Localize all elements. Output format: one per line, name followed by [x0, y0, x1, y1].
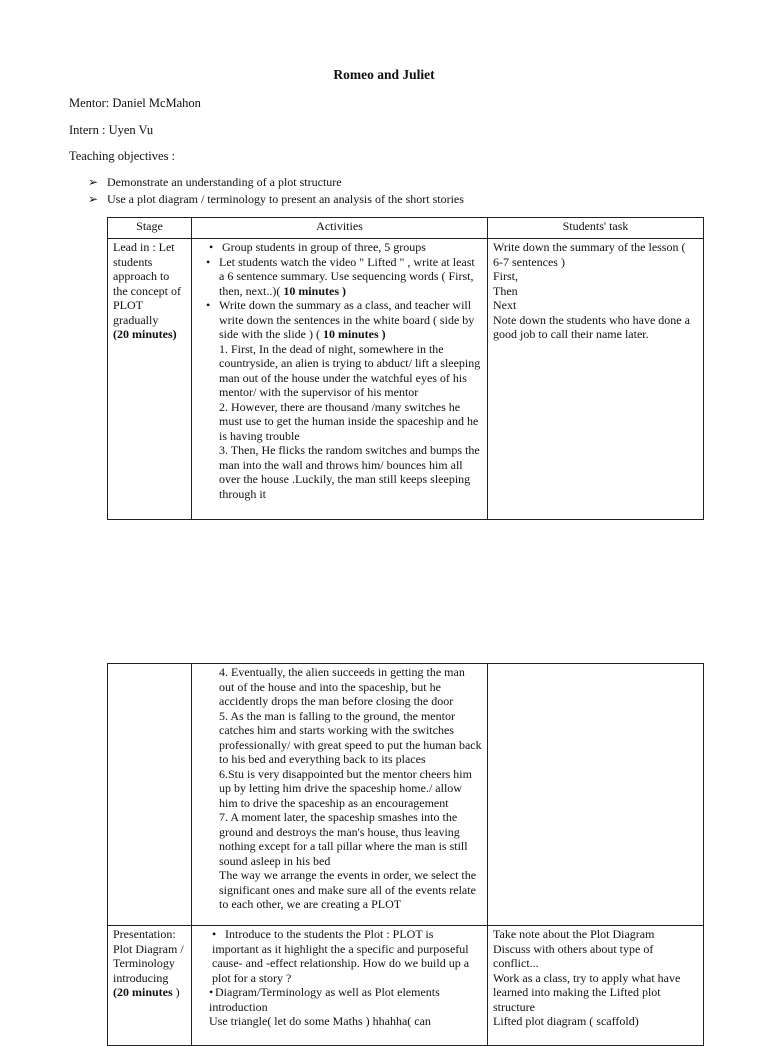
table-row — [108, 239, 704, 520]
mentor-line: Mentor: Daniel McMahon — [69, 96, 201, 110]
lesson-plan-table-continued — [107, 663, 704, 1046]
students-task-cell — [488, 664, 704, 926]
table-row — [108, 926, 704, 1046]
students-task-cell: Take note about the Plot Diagram Discuss with others about type of conflict... Work as a class, try to apply what have learned into making the Lifted plot structure Lifted plot diagram ( scaffold) — [488, 926, 704, 1046]
intern-line: Intern : Uyen Vu — [69, 123, 154, 137]
list-item: • Group students in group of three, 5 groups — [209, 240, 426, 254]
summary-sentence: 4. Eventually, the alien succeeds in getting the man out of the house and into the spaceship, but he accidently drops the man before closing the door — [219, 665, 465, 708]
arrow-bullet-icon: ➢ — [88, 175, 99, 189]
summary-sentence: 5. As the man is falling to the ground, the mentor catches him and starts working with the switches professionally/ with great speed to put the human back to his bed and everything back to its places — [219, 708, 482, 766]
summary-sentence: 1. First, In the dead of night, somewhere in the countryside, an alien is trying to abduct/ lift a sleeping man out of the house under the watchful eyes of his mentor/ with the supervisor of his mentor — [219, 341, 481, 399]
header-activities: Activities — [192, 218, 488, 239]
list-item: • Write down the summary as a class, and teacher will write down the sentences in the white board ( side by side with the slide ) ( 10 minutes ) — [206, 298, 475, 341]
objective-item: ➢ Use a plot diagram / terminology to present an analysis of the short stories — [88, 192, 464, 206]
stage-time: (20 minutes ) — [113, 985, 180, 999]
stage-text: Presentation: Plot Diagram / Terminology introducing — [113, 927, 184, 985]
objectives-label: Teaching objectives : — [69, 149, 176, 163]
header-stage: Stage — [108, 218, 192, 239]
bullet-icon: • — [206, 254, 211, 269]
stage-text: Lead in : Let students approach to the concept of PLOT gradually — [113, 240, 181, 327]
summary-sentence: 3. Then, He flicks the random switches and bumps the man into the wall and throws him/ bounces him all over the house .Luckily, the man still keeps sleeping through it — [219, 443, 480, 501]
arrow-bullet-icon: ➢ — [88, 192, 99, 206]
objective-item: ➢ Demonstrate an understanding of a plot structure — [88, 175, 342, 189]
header-students-task: Students' task — [488, 218, 704, 239]
summary-sentence: 7. A moment later, the spaceship smashes into the ground and destroys the man's house, thus leaving nothing except for a tall pillar where the man is still sound asleep in his bed — [219, 810, 468, 868]
students-task-cell: Write down the summary of the lesson ( 6-7 sentences ) First, Then Next Note down the students who have done a good job to call their name later. — [488, 239, 704, 520]
activities-cell — [192, 239, 488, 520]
summary-sentence: 6.Stu is very disappointed but the mentor cheers him up by letting him drive the spaceship home./ allow him to drive the spaceship as an encouragement — [219, 766, 472, 810]
bullet-icon: • — [206, 298, 211, 312]
table-row — [108, 664, 704, 926]
plot-explanation: The way we arrange the events in order, we select the significant ones and make sure all of the events relate to each other, we are creating a PLOT — [219, 868, 477, 911]
list-item: • Introduce to the students the Plot : PLOT is important as it highlight the a specific and purposeful cause- and -effect relationship. How do we build up a plot for a story ? — [212, 927, 470, 985]
list-item: • Diagram/Terminology as well as Plot elements introduction — [209, 985, 440, 1014]
lesson-plan-table — [107, 217, 704, 520]
table-header-row — [108, 218, 704, 239]
document-title: Romeo and Juliet — [333, 67, 435, 82]
list-item: Use triangle( let do some Maths ) hhahha( can — [209, 1014, 431, 1028]
activities-cell — [192, 926, 488, 1046]
list-item: • Let students watch the video " Lifted " , write at least a 6 sentence summary. Use sequencing words ( First, then, next..)( 10 minutes ) — [206, 254, 475, 298]
summary-sentence: 2. However, there are thousand /many switches he must use to get the human inside the spaceship and he is having trouble — [219, 399, 479, 443]
stage-time: (20 minutes) — [113, 327, 177, 341]
activities-cell — [192, 664, 488, 926]
bullet-icon: • — [209, 240, 214, 254]
stage-cell — [108, 664, 192, 926]
stage-cell — [108, 239, 192, 520]
bullet-icon: • — [212, 927, 217, 941]
bullet-icon: • — [209, 985, 214, 999]
stage-cell — [108, 926, 192, 1046]
